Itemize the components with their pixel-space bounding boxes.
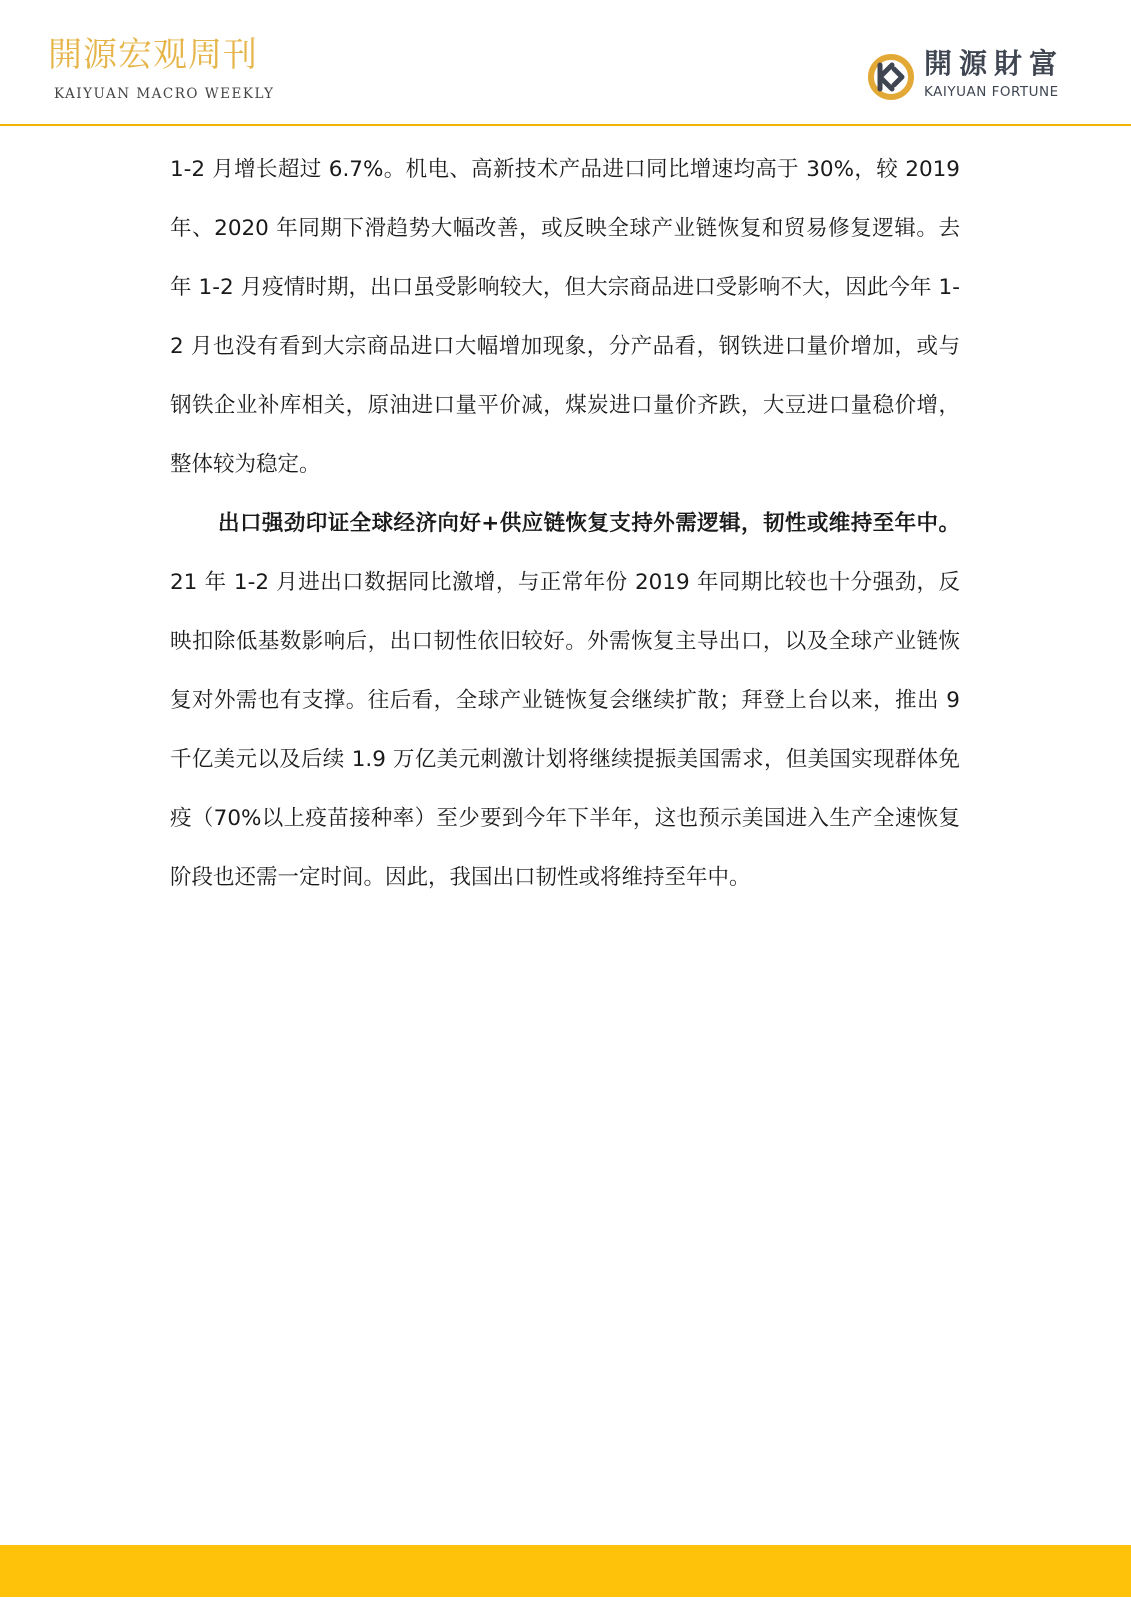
paragraph-exports — [170, 494, 960, 907]
brand-name-en: KAIYUAN FORTUNE — [924, 84, 1059, 100]
article-body — [170, 140, 960, 907]
page-header — [0, 0, 1131, 126]
paragraph-imports: 1-2 月增长超过 6.7%。机电、高新技术产品进口同比增速均高于 30%，较 2019 年、2020 年同期下滑趋势大幅改善，或反映全球产业链恢复和贸易修复逻辑。去年 1-2 月疫情时期，出口虽受影响较大，但大宗商品进口受影响不大，因此今年 1-2 月也没有看到大宗商品进口大幅增加现象，分产品看，钢铁进口量价增加，或与钢铁企业补库相关，原油进口量平价减，煤炭进口量价齐跌，大豆进口量稳价增，整体较为稳定。 — [170, 157, 960, 477]
weekly-title: 開源宏观周刊 — [48, 35, 258, 75]
paragraph-lead: 出口强劲印证全球经济向好+供应链恢复支持外需逻辑，韧性或维持至年中。 — [218, 511, 960, 536]
paragraph-text: 21 年 1-2 月进出口数据同比激增，与正常年份 2019 年同期比较也十分强劲，反映扣除低基数影响后，出口韧性依旧较好。外需恢复主导出口，以及全球产业链恢复对外需也有支撑。往后看，全球产业链恢复会继续扩散；拜登上台以来，推出 9 千亿美元以及后续 1.9 万亿美元刺激计划将继续提振美国需求，但美国实现群体免疫（70%以上疫苗接种率）至少要到今年下半年，这也预示美国进入生产全速恢复阶段也还需一定时间。因此，我国出口韧性或将维持至年中。 — [170, 570, 960, 890]
brand-name-cn: 開源財富 — [924, 47, 1065, 80]
weekly-subtitle: KAIYUAN MACRO WEEKLY — [54, 86, 275, 102]
header-divider — [0, 124, 1131, 126]
kaiyuan-logo-icon — [866, 52, 916, 102]
footer-bar — [0, 1545, 1131, 1597]
brand-block — [866, 47, 1106, 106]
